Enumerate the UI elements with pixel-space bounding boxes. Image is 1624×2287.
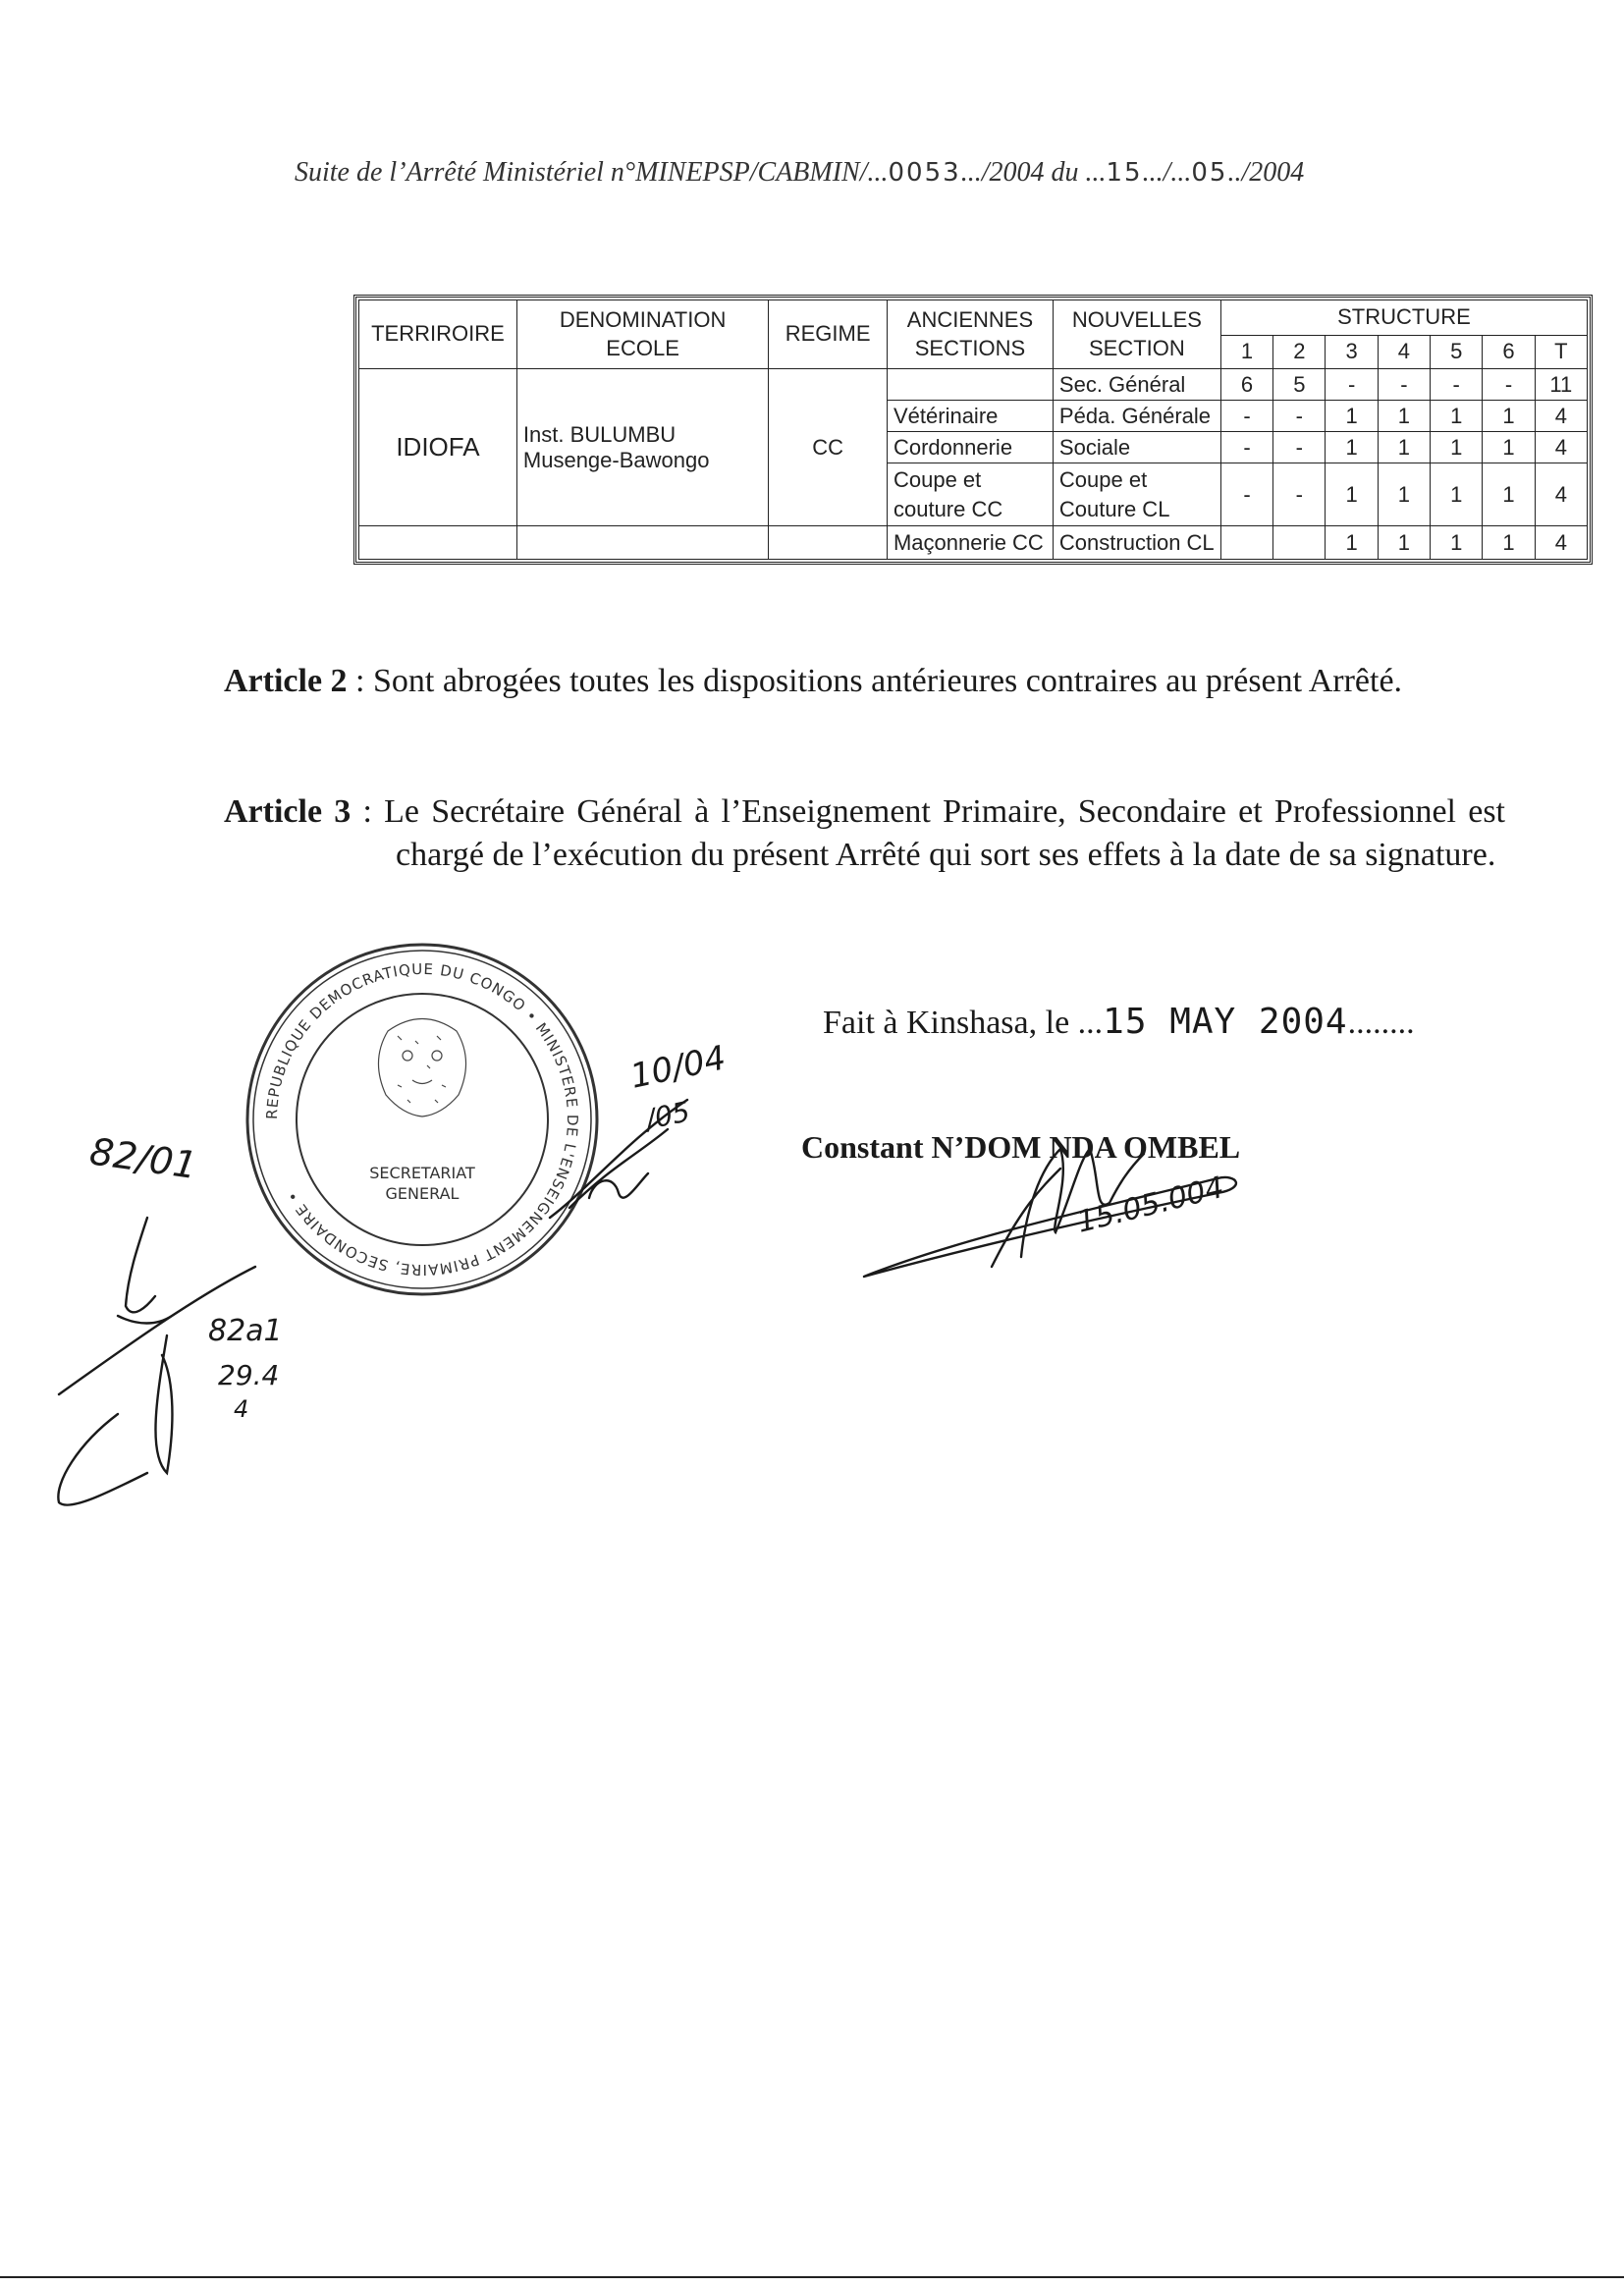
value-cell: 1 <box>1483 463 1535 526</box>
regime-cell: CC <box>769 369 888 526</box>
empty-cell <box>359 526 517 560</box>
signature-place-date <box>823 1002 1415 1042</box>
structure-table <box>358 299 1588 560</box>
official-seal <box>241 938 604 1301</box>
value-cell <box>1273 526 1326 560</box>
handwritten-note-4: 82a1 <box>208 1314 283 1348</box>
value-cell: 1 <box>1326 526 1378 560</box>
col-header-nouvelles: NOUVELLES SECTION <box>1053 300 1220 369</box>
handwritten-note-2: /05 <box>642 1095 693 1136</box>
nouvelle-cell: Péda. Générale <box>1053 401 1220 432</box>
empty-cell <box>516 526 768 560</box>
ecole-line-1: Inst. BULUMBU <box>522 421 677 447</box>
header-sep: .../... <box>1142 157 1192 188</box>
header-suffix: ../2004 <box>1227 157 1305 188</box>
value-cell: - <box>1378 369 1430 401</box>
article-2-text: : Sont abrogées toutes les dispositions antérieures contraires au présent Arrêté. <box>355 663 1403 699</box>
handwritten-note-3: 82/01 <box>86 1129 200 1188</box>
col-header-1: 1 <box>1220 336 1272 369</box>
nouvelle-cell: Construction CL <box>1053 526 1220 560</box>
value-cell: - <box>1326 369 1378 401</box>
fait-prefix: Fait à Kinshasa, le ... <box>823 1005 1104 1041</box>
value-cell: - <box>1220 432 1272 463</box>
value-cell: 1 <box>1483 432 1535 463</box>
value-cell: - <box>1273 401 1326 432</box>
handwritten-margin-mark <box>58 1218 255 1505</box>
fait-suffix: ........ <box>1347 1005 1415 1041</box>
value-cell: - <box>1220 463 1272 526</box>
empty-cell <box>769 526 888 560</box>
value-cell: 1 <box>1378 401 1430 432</box>
handwritten-note-1: 10/04 <box>626 1038 730 1097</box>
col-header-2: 2 <box>1273 336 1326 369</box>
value-cell <box>1220 526 1272 560</box>
col-header-4: 4 <box>1378 336 1430 369</box>
header-mid: .../2004 du ... <box>960 157 1107 188</box>
ecole-line-2: Musenge-Bawongo <box>522 447 710 472</box>
ancienne-cell: Coupe et couture CC <box>887 463 1053 526</box>
value-cell: 1 <box>1378 463 1430 526</box>
header-prefix: Suite de l’Arrêté Ministériel n°MINEPSP/CABMIN/... <box>295 157 889 188</box>
article-2 <box>224 660 1505 703</box>
table-row <box>359 369 1588 401</box>
article-3 <box>224 790 1505 877</box>
col-header-3: 3 <box>1326 336 1378 369</box>
value-cell: - <box>1220 401 1272 432</box>
value-cell: 1 <box>1378 526 1430 560</box>
value-cell: 5 <box>1273 369 1326 401</box>
ecole-cell <box>516 369 768 526</box>
leopard-emblem-icon <box>378 1019 465 1117</box>
nouvelle-cell: Sec. Général <box>1053 369 1220 401</box>
handwritten-note-6: 4 <box>234 1395 249 1423</box>
signature-date: 15.05.004 <box>1073 1170 1228 1240</box>
nouvelle-cell: Sociale <box>1053 432 1220 463</box>
value-cell: 1 <box>1483 526 1535 560</box>
value-cell: 1 <box>1431 463 1483 526</box>
seal-center-line-1: SECRETARIAT <box>369 1164 475 1182</box>
value-cell: - <box>1483 369 1535 401</box>
signer-name: Constant N’DOM NDA OMBEL <box>801 1129 1241 1165</box>
svg-text:REPUBLIQUE DEMOCRATIQUE DU CON <box>263 960 581 1279</box>
value-cell: 1 <box>1431 401 1483 432</box>
article-3-label: Article 3 <box>224 793 352 830</box>
col-header-territoire: TERRIROIRE <box>359 300 517 369</box>
value-cell: - <box>1431 369 1483 401</box>
article-2-label: Article 2 <box>224 663 348 699</box>
value-cell: - <box>1273 432 1326 463</box>
value-cell: - <box>1273 463 1326 526</box>
col-header-anciennes: ANCIENNES SECTIONS <box>887 300 1053 369</box>
nouvelle-cell: Coupe et Couture CL <box>1053 463 1220 526</box>
value-cell: 1 <box>1483 401 1535 432</box>
value-cell: 1 <box>1326 463 1378 526</box>
handwritten-note-5: 29.4 <box>218 1359 280 1391</box>
col-header-structure: STRUCTURE <box>1220 300 1587 336</box>
territoire-cell: IDIOFA <box>359 369 517 526</box>
value-cell: 1 <box>1326 401 1378 432</box>
seal-ring-text: REPUBLIQUE DEMOCRATIQUE DU CONGO • MINISTERE DE L'ENSEIGNEMENT PRIMAIRE, SECONDAIRE • <box>262 959 582 1280</box>
ancienne-cell: Cordonnerie <box>887 432 1053 463</box>
value-cell: 1 <box>1378 432 1430 463</box>
stamped-date: 15 MAY 2004 <box>1103 1002 1348 1042</box>
value-cell: 1 <box>1326 432 1378 463</box>
decree-number: 0053 <box>888 158 961 188</box>
total-cell: 4 <box>1535 526 1587 560</box>
col-header-denomination: DENOMINATION ECOLE <box>516 300 768 369</box>
ancienne-cell: Vétérinaire <box>887 401 1053 432</box>
document-header <box>295 157 1473 189</box>
seal-center-line-2: GENERAL <box>385 1184 460 1203</box>
value-cell: 1 <box>1431 526 1483 560</box>
article-3-text: : Le Secrétaire Général à l’Enseignement Primaire, Secondaire et Professionnel est chargé de l’exécution du présent Arrêté qui sort ses effets à la date de sa signature. <box>362 793 1505 873</box>
decree-day: 15 <box>1106 158 1143 188</box>
decree-month: 05 <box>1191 158 1228 188</box>
page-bottom-rule <box>0 2276 1624 2278</box>
value-cell: 6 <box>1220 369 1272 401</box>
ancienne-cell <box>887 369 1053 401</box>
col-header-regime: REGIME <box>769 300 888 369</box>
value-cell: 1 <box>1431 432 1483 463</box>
total-cell: 4 <box>1535 432 1587 463</box>
total-cell: 4 <box>1535 401 1587 432</box>
col-header-5: 5 <box>1431 336 1483 369</box>
handwritten-signature <box>864 1149 1236 1277</box>
ancienne-cell: Maçonnerie CC <box>887 526 1053 560</box>
table-row <box>359 526 1588 560</box>
total-cell: 4 <box>1535 463 1587 526</box>
total-cell: 11 <box>1535 369 1587 401</box>
col-header-total: T <box>1535 336 1587 369</box>
col-header-6: 6 <box>1483 336 1535 369</box>
